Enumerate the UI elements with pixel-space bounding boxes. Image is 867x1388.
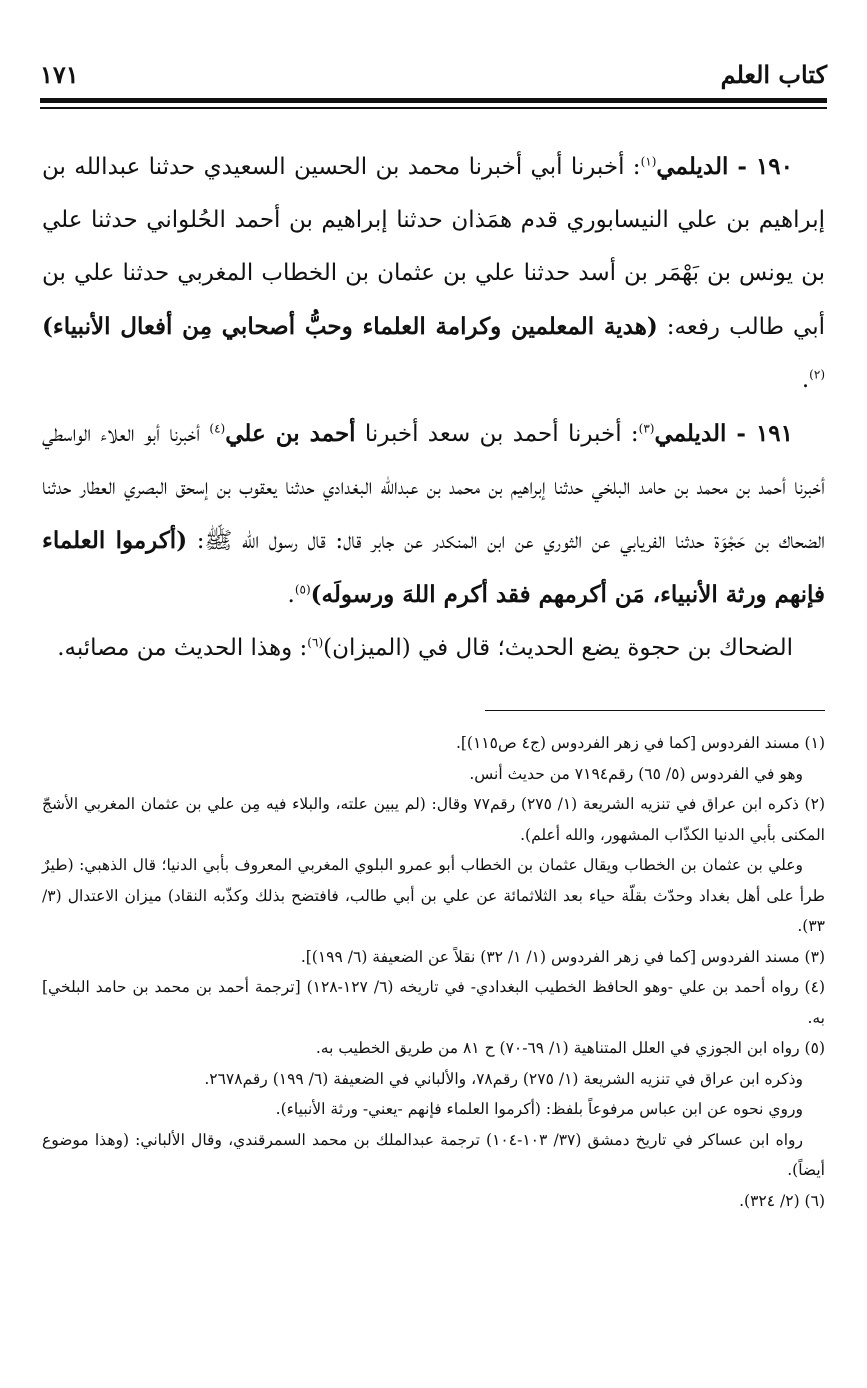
footnote-ref: (٢)	[809, 367, 825, 382]
hadith-chain: : أخبرنا أحمد بن سعد أخبرنا	[355, 421, 639, 447]
chapter-title: كتاب العلم	[720, 59, 827, 89]
source-name: الديلمي	[654, 420, 727, 447]
footnote-1: (١) مسند الفردوس [كما في زهر الفردوس (ج٤ ص١١٥)].	[455, 734, 825, 752]
hadith-number: ١٩١ -	[726, 420, 794, 447]
header-rule-thick	[40, 98, 827, 103]
footnote-2: (٢) ذكره ابن عراق في تنزيه الشريعة (١/ ٢٧٥) رقم٧٧ وقال: (لم يبين علته، والبلاء فيه مِن علي بن عثمان المغربي الأشجّ المكنى بأبي الدنيا الكذّاب المشهور، والله أعلم).	[42, 795, 825, 844]
remark-text: الضحاك بن حجوة يضع الحديث؛ قال في (الميزان)	[323, 635, 793, 661]
punctuation: .	[801, 367, 810, 393]
hadith-matn: (هدية المعلمين وكرامة العلماء وحبُّ أصحابي مِن أفعال الأنبياء)	[42, 313, 658, 340]
hadith-191	[42, 407, 825, 622]
footnote-4: (٤) رواه أحمد بن علي -وهو الحافظ الخطيب البغدادي- في تاريخه (٦/ ١٢٧-١٢٨) [ترجمة أحمد بن محمد بن حامد البلخي] به.	[42, 978, 825, 1027]
remark	[42, 622, 825, 675]
remark-text: : وهذا الحديث من مصائبه.	[57, 635, 308, 661]
punctuation: .	[287, 582, 295, 608]
footnote-6: (٦) (٢/ ٣٢٤).	[739, 1191, 825, 1210]
footnote-5-cont: رواه ابن عساكر في تاريخ دمشق (٣٧/ ١٠٣-١٠٤) ترجمة عبدالملك بن محمد السمرقندي، وقال الألباني: (وهذا موضوع أيضاً).	[42, 1130, 825, 1179]
footnote-separator	[485, 710, 825, 711]
hadith-chain: أخبرنا أبو العلاء الواسطي أخبرنا أحمد بن محمد بن حامد البلخي حدثنا إبراهيم بن محمد بن عبدالله البغدادي حدثنا يعقوب بن إسحق البصري العطار حدثنا الضحاك بن حَجْوَة حدثنا الفريابي عن الثوري عن ابن المنكدر عن جابر قال: قال رسول الله ﷺ:	[42, 421, 825, 554]
footnote-3: (٣) مسند الفردوس [كما في زهر الفردوس (١/ ١/ ٣٢) نقلاً عن الضعيفة (٦/ ١٩٩)].	[300, 947, 825, 966]
footnote-5-cont: وروي نحوه عن ابن عباس مرفوعاً بلفظ: (أكرموا العلماء فإنهم -يعني- ورثة الأنبياء).	[275, 1100, 803, 1118]
footnote-ref: (٦)	[307, 635, 324, 650]
main-text	[42, 140, 825, 675]
hadith-matn: (أكرموا العلماء فإنهم ورثة الأنبياء، مَن أكرمهم فقد أكرم اللهَ ورسولَه)	[42, 527, 825, 608]
footnote-2-cont: وعلي بن عثمان بن الخطاب ويقال عثمان بن الخطاب أبو عمرو البلوي المغربي المعروف بأبي الدنيا؛ قال الذهبي: (طيرٌ طرأ على أهل بغداد وحدّث بقلّة حياء بعد الثلاثمائة عن علي بن أبي طالب، فافتضح بذلك وكذّبه النقاد) ميزان الاعتدال (٣/ ٣٣).	[42, 856, 825, 935]
header-rule-thin	[40, 107, 827, 109]
hadith-number: ١٩٠ -	[728, 153, 794, 180]
page-number: ١٧١	[40, 59, 79, 89]
footnote-ref: (١)	[640, 154, 657, 169]
footnote-5: (٥) رواه ابن الجوزي في العلل المتناهية (١/ ٦٩-٧٠) ح ٨١ من طريق الخطيب به.	[315, 1039, 825, 1057]
footnote-ref: (٥)	[294, 582, 311, 597]
page-header	[40, 52, 827, 96]
footnote-ref: (٣)	[638, 421, 655, 436]
footnote-5-cont: وذكره ابن عراق في تنزيه الشريعة (١/ ٢٧٥) رقم٧٨، والألباني في الضعيفة (٦/ ١٩٩) رقم٢٦٧٨.	[204, 1069, 803, 1088]
footnote-1-cont: وهو في الفردوس (٥/ ٦٥) رقم٧١٩٤ من حديث أنس.	[469, 764, 803, 783]
footnote-ref: (٤)	[209, 421, 226, 436]
hadith-190	[42, 140, 825, 407]
footnotes	[42, 728, 825, 1216]
hadith-chain: : أخبرنا أبي أخبرنا محمد بن الحسين السعيدي حدثنا عبدالله بن إبراهيم بن علي النيسابوري قدم همَذان حدثنا إبراهيم بن أحمد الحُلواني حدثنا علي بن يونس بن بَهْمَر بن أسد حدثنا علي بن عثمان بن الخطاب المغربي حدثنا علي بن أبي طالب رفعه:	[42, 154, 826, 340]
source-name: الديلمي	[656, 153, 729, 180]
narrator-name: أحمد بن علي	[225, 420, 356, 447]
